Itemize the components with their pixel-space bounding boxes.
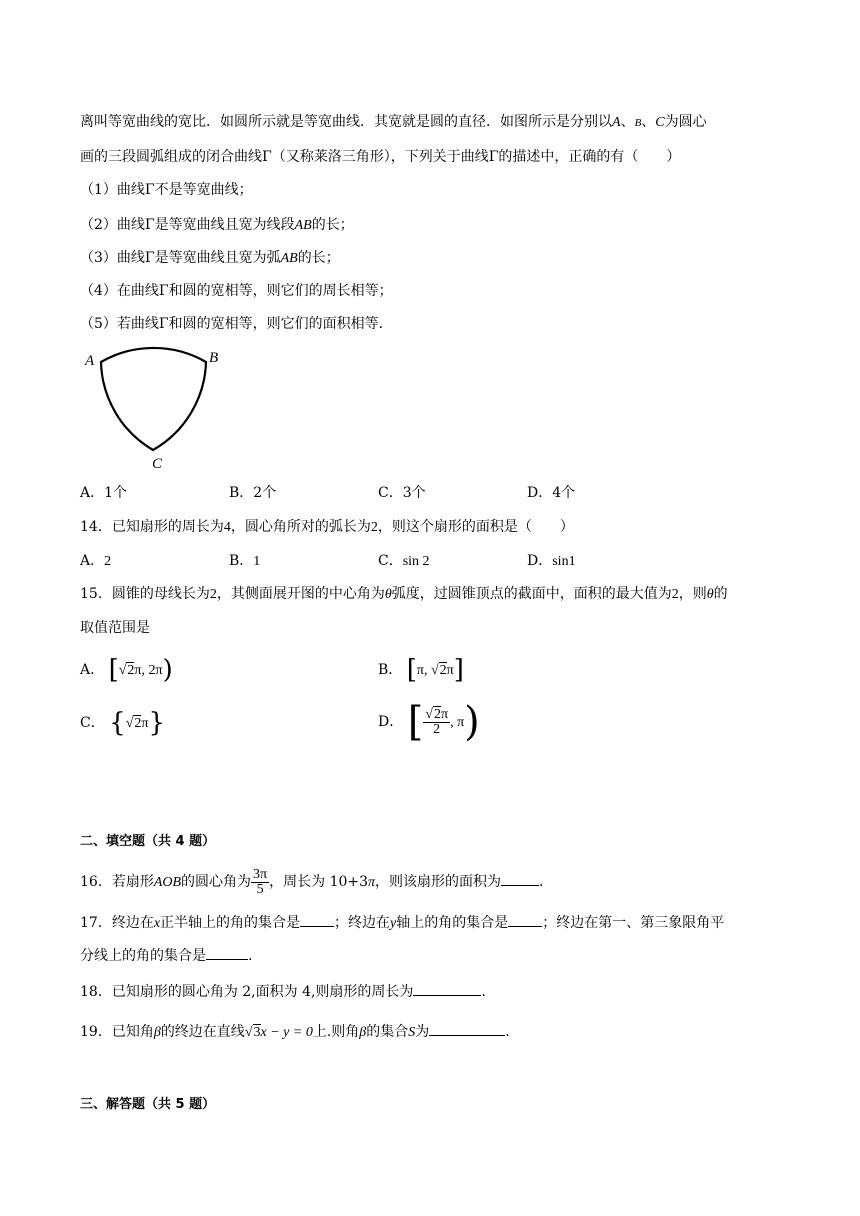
- slant-length: 2: [209, 587, 217, 602]
- interval-expr: π, 2π: [134, 663, 163, 678]
- q13-statement-3: [80, 248, 340, 269]
- q19-text: 为: [415, 1024, 430, 1040]
- q13-statement-4: （4）在曲线Γ和圆的宽相等，则它们的周长相等；: [80, 283, 393, 299]
- q14-text: 14．已知扇形的周长为: [80, 519, 224, 535]
- period: .: [505, 1024, 510, 1040]
- q19-text: 上.则角: [312, 1024, 360, 1040]
- q14-option-a[interactable]: [80, 551, 111, 572]
- option-value: sin 2: [402, 554, 430, 569]
- fraction-denominator: 5: [256, 881, 264, 897]
- option-value: 1: [253, 554, 261, 569]
- q18-text: 18．已知扇形的圆心角为 2,面积为 4,则扇形的周长为: [80, 984, 414, 1000]
- right-paren: ): [464, 699, 480, 745]
- answer-blank[interactable]: [300, 912, 334, 927]
- section-2-title: 二、填空题（共 4 题）: [80, 834, 216, 849]
- theta-symbol: θ: [384, 587, 392, 602]
- q17-text: 正半轴上的角的集合是: [160, 915, 301, 931]
- beta-symbol: β: [359, 1025, 367, 1040]
- option-label: B．: [229, 553, 254, 569]
- beta-symbol: β: [153, 1025, 161, 1040]
- answer-blank[interactable]: [413, 981, 481, 996]
- sqrt-radicand: 2: [127, 663, 135, 678]
- option-label: A．: [80, 553, 105, 569]
- arc-ab: AB: [280, 251, 298, 266]
- q15-stem-line2: 取值范围是: [80, 620, 150, 636]
- answer-blank[interactable]: [501, 871, 539, 886]
- right-bracket: ]: [453, 655, 464, 685]
- sqrt-radicand: 2: [433, 706, 441, 722]
- q13-statement-1: （1）曲线Γ不是等宽曲线；: [80, 182, 253, 198]
- answer-blank[interactable]: [206, 945, 248, 960]
- left-bracket: [: [407, 699, 424, 745]
- q14-stem: [80, 517, 574, 538]
- set-s: S: [408, 1025, 416, 1040]
- q14-option-c[interactable]: [378, 551, 430, 572]
- perimeter-value: 4: [223, 520, 231, 535]
- left-bracket: [: [108, 655, 119, 685]
- left-bracket: [: [406, 655, 417, 685]
- y-axis-var: y: [390, 916, 397, 931]
- q18-stem: [80, 981, 486, 1002]
- point-c-label: C: [655, 115, 665, 130]
- option-label: B．: [378, 662, 403, 678]
- q19-text: 的集合: [366, 1024, 409, 1040]
- period: .: [248, 948, 253, 964]
- section-3-title: 三、解答题（共 5 题）: [80, 1097, 216, 1112]
- q19-text: 的终边在直线: [160, 1024, 245, 1040]
- left-brace: {: [109, 708, 126, 738]
- q17-stem-line1: [80, 912, 724, 934]
- option-label: D．: [527, 553, 553, 569]
- q13-option-b[interactable]: B．2个: [229, 485, 277, 501]
- option-label: C．: [80, 715, 105, 731]
- pi-symbol: π: [368, 875, 376, 890]
- pi-symbol: π: [141, 716, 149, 731]
- answer-blank[interactable]: [508, 912, 542, 927]
- q15-option-b[interactable]: B． [π, √2π]: [378, 655, 464, 685]
- fraction-numerator: 3π: [253, 866, 268, 882]
- option-value: 2: [104, 554, 112, 569]
- q13-option-d[interactable]: D．4个: [527, 485, 576, 501]
- option-label: D．: [378, 714, 404, 730]
- point-b-label: B: [634, 117, 642, 129]
- statement-text: （3）曲线Γ是等宽曲线且宽为弧: [80, 250, 281, 266]
- q15-text: ，则: [678, 586, 707, 602]
- arc-length-value: 2: [370, 520, 378, 535]
- sqrt-radicand: 2: [439, 663, 447, 678]
- q15-text: 的: [713, 586, 728, 602]
- q16-stem: [80, 862, 544, 903]
- q16-text: 的圆心角为: [181, 874, 252, 890]
- period: .: [539, 874, 544, 890]
- sqrt-radicand: 2: [134, 716, 142, 731]
- option-label: C．: [378, 553, 403, 569]
- q19-stem: 19．已知角β的终边在直线√3x − y = 0上.则角β的集合S为 .: [80, 1021, 510, 1043]
- interval-expr: , π: [450, 715, 465, 730]
- statement-text: 的长；: [297, 250, 340, 266]
- separator: 、: [641, 114, 656, 130]
- line-equation: x − y = 0: [260, 1025, 313, 1040]
- q16-text: ，周长为 10+3: [269, 874, 369, 890]
- q14-option-d[interactable]: [527, 551, 576, 572]
- q17-text: 轴上的角的集合是: [396, 915, 509, 931]
- q16-text: ，则该扇形的面积为: [375, 874, 502, 890]
- period: .: [481, 984, 486, 1000]
- theta-symbol: θ: [706, 587, 714, 602]
- max-area: 2: [671, 587, 679, 602]
- q15-stem-line1: [80, 584, 728, 605]
- q13-text: 为圆心: [664, 114, 707, 130]
- q15-text: ，其侧面展开图的中心角为: [216, 586, 385, 602]
- q13-line1: [80, 112, 707, 133]
- q16-text: 16．若扇形: [80, 874, 154, 890]
- option-value: sin1: [552, 554, 576, 569]
- denominator: 2: [433, 721, 441, 737]
- statement-text: （2）曲线Γ是等宽曲线且宽为线段: [80, 217, 295, 233]
- figure-label-a: A: [85, 353, 95, 369]
- point-a-label: A: [612, 115, 621, 130]
- right-brace: }: [148, 708, 166, 738]
- reuleaux-triangle-figure: [82, 340, 232, 475]
- figure-label-c: C: [152, 456, 163, 472]
- q15-option-d[interactable]: D． [ $\frac{√2\pi}{2}$ , π): [378, 699, 480, 745]
- q13-text: 离叫等宽曲线的宽比．如圆所示就是等宽曲线．其宽就是圆的直径．如图所示是分别以: [80, 114, 612, 130]
- statement-text: 的长；: [311, 217, 354, 233]
- q19-text: 19．已知角: [80, 1024, 154, 1040]
- q13-option-a[interactable]: A．1个: [80, 485, 128, 501]
- segment-ab: AB: [294, 218, 312, 233]
- q13-statement-2: [80, 215, 354, 236]
- option-label: A．: [80, 662, 105, 678]
- figure-label-b: B: [209, 350, 219, 366]
- reuleaux-curve: [101, 348, 206, 450]
- q15-text: 弧度，过圆锥顶点的截面中，面积的最大值为: [391, 586, 672, 602]
- q13-statement-5: （5）若曲线Γ和圆的宽相等，则它们的面积相等．: [80, 316, 393, 332]
- q17-text: ；终边在: [334, 915, 391, 931]
- q13-option-c[interactable]: C．3个: [378, 485, 426, 501]
- x-axis-var: x: [153, 916, 161, 931]
- q17-text: 17．终边在: [80, 915, 154, 931]
- q13-line2: 画的三段圆弧组成的闭合曲线Γ（又称莱洛三角形），下列关于曲线Γ的描述中，正确的有（ ）: [80, 149, 681, 165]
- pi-symbol: π: [440, 706, 449, 722]
- q15-option-a[interactable]: A． [√2π, 2π): [80, 655, 173, 685]
- q14-option-b[interactable]: [229, 551, 260, 572]
- q14-text: ，则这个扇形的面积是（ ）: [377, 519, 574, 535]
- interval-expr: π: [446, 663, 454, 678]
- q17-text: 分线上的角的集合是: [80, 948, 206, 964]
- q17-text: ；终边在第一、第三象限角平: [542, 915, 725, 931]
- q15-text: 15．圆锥的母线长为: [80, 586, 210, 602]
- separator: 、: [620, 114, 635, 130]
- q17-stem-line2: [80, 945, 252, 966]
- interval-expr: π,: [416, 663, 431, 678]
- answer-blank[interactable]: [429, 1021, 505, 1036]
- sqrt-radicand: 3: [253, 1025, 261, 1040]
- sector-aob: AOB: [153, 875, 182, 890]
- q15-option-c[interactable]: C． {√2π}: [80, 708, 166, 738]
- right-paren: ): [162, 655, 173, 685]
- q14-text: ，圆心角所对的弧长为: [230, 519, 371, 535]
